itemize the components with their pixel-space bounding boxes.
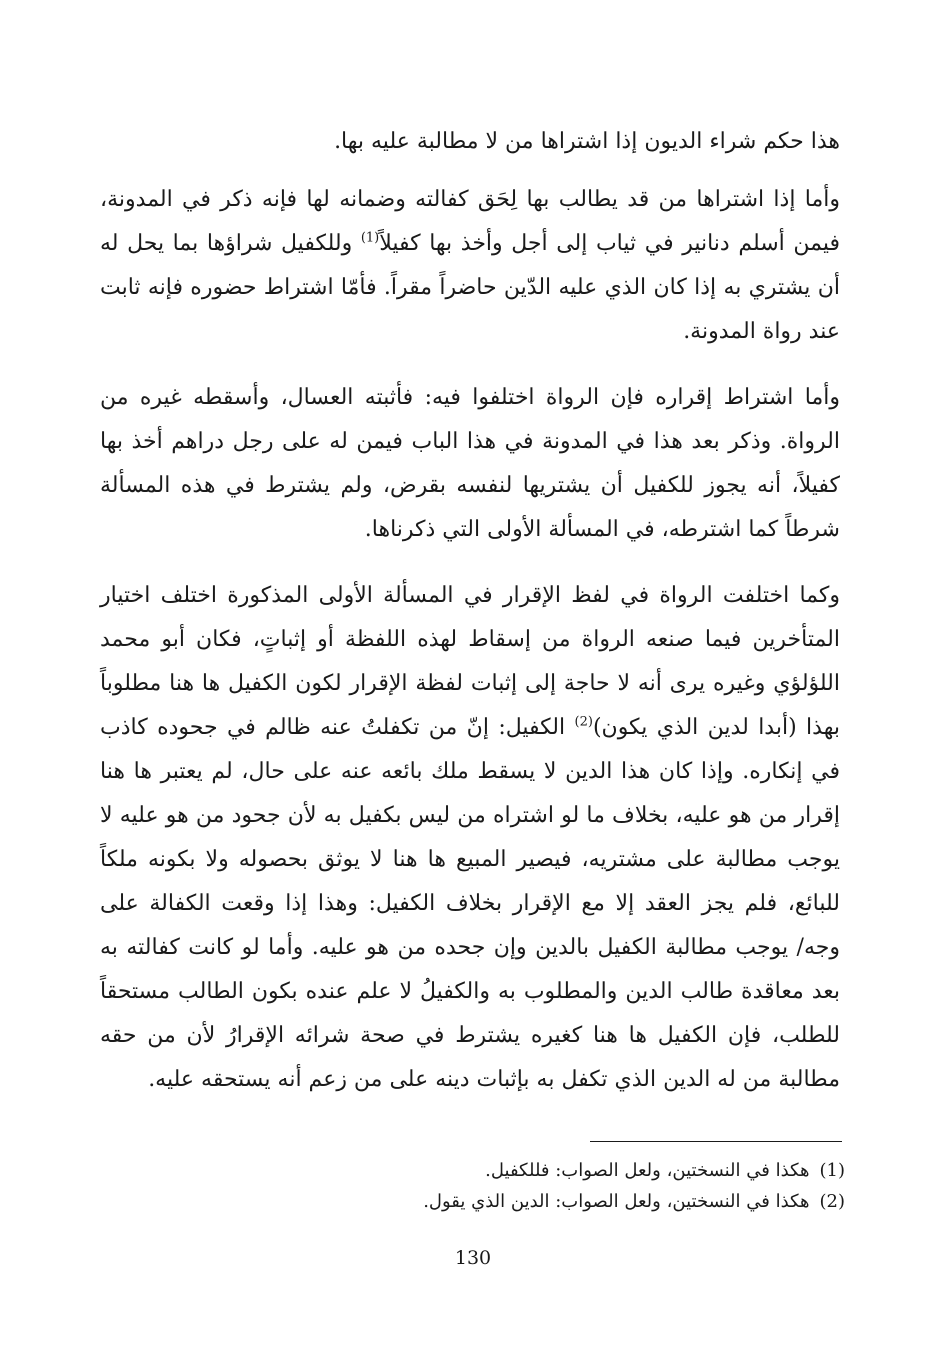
paragraph-4-text-a: وكما اختلفت الرواة في لفظ الإقرار في المسألة الأولى المذكورة اختلف اختيار المتأخرين فيما صنعه الرواة من إسقاط لهذه اللفظة أو إثباتٍ، فكان أبو محمد اللؤلؤي وغيره يرى أنه لا حاجة إلى إثبات لفظة الإقرار لكون الكفيل ها هنا مطلوباً بهذا (أبدا لدين الذي يكون): [100, 583, 840, 740]
footnote-2: [300, 1186, 845, 1217]
page-body: [100, 120, 840, 1124]
footnotes: [300, 1155, 845, 1217]
paragraph-3-text: وأما اشتراط إقراره فإن الرواة اختلفوا فيه: فأثبته العسال، وأسقطه غيره من الرواة. وذكر بعد هذا في المدونة في هذا الباب فيمن له على رجل دراهم أخذ بها كفيلاً، أنه يجوز للكفيل أن يشتريها لنفسه بقرض، ولم يشترط في هذه المسألة شرطاً كما اشترطه، في المسألة الأولى التي ذكرناها.: [100, 385, 840, 542]
footnote-1-text: هكذا في النسختين، ولعل الصواب: فللكفيل.: [485, 1160, 810, 1181]
paragraph-1: [100, 120, 840, 164]
paragraph-2-text-a: وأما إذا اشتراها من قد يطالب بها لِحَق كفالته وضمانه لها فإنه ذكر في المدونة، فيمن أسلم دنانير في ثياب إلى أجل وأخذ بها كفيلاً: [100, 187, 841, 256]
footnote-ref-2: (2): [574, 714, 593, 730]
page-number: 130: [454, 1247, 492, 1269]
footnote-ref-1: (1): [360, 230, 380, 246]
footnote-1: [300, 1155, 845, 1186]
paragraph-2-text-b: وللكفيل شراؤها بما يحل له أن يشتري به إذا كان الذي عليه الدّين حاضراً مقراً. فأمّا اشتراط حضوره فإنه ثابت عند رواة المدونة.: [100, 231, 840, 344]
paragraph-1-text: هذا حكم شراء الديون إذا اشتراها من لا مطالبة عليه بها.: [334, 129, 840, 154]
paragraph-4-text-b: الكفيل: إنّ من تكفلتُ عنه ظالم في جحوده كاذب في إنكاره. وإذا كان هذا الدين لا يسقط ملك بائعه عنه على حال، لم يعتبر ها هنا إقرار من هو عليه، بخلاف ما لو اشتراه من ليس بكفيل به لأن جحود من هو عليه لا يوجب مطالبة على مشتريه، فيصير المبيع ها هنا لا يوثق بحصوله ولا بكونه ملكاً للبائع، فلم يجز العقد إلا مع الإقرار بخلاف الكفيل: وهذا إذا وقعت الكفالة على وجه/ يوجب مطالبة الكفيل بالدين وإن جحده من هو عليه. وأما لو كانت كفالته به بعد معاقدة طالب الدين والمطلوب به والكفيلُ لا علم عنده بكون الطالب مستحقاً للطلب، فإن الكفيل ها هنا كغيره يشترط في صحة شرائه الإقرارُ لأن من حقه مطالبة من له الدين الذي تكفل به بإثبات دينه على من زعم أنه يستحقه عليه.: [100, 715, 840, 1092]
footnote-2-text: هكذا في النسختين، ولعل الصواب: الدين الذي يقول.: [423, 1191, 810, 1212]
footnote-2-number: (2): [819, 1191, 845, 1212]
paragraph-4: [100, 574, 840, 1102]
footnote-divider: [590, 1141, 842, 1142]
paragraph-3: [100, 376, 840, 552]
paragraph-2: [100, 178, 840, 354]
footnote-1-number: (1): [819, 1160, 845, 1181]
